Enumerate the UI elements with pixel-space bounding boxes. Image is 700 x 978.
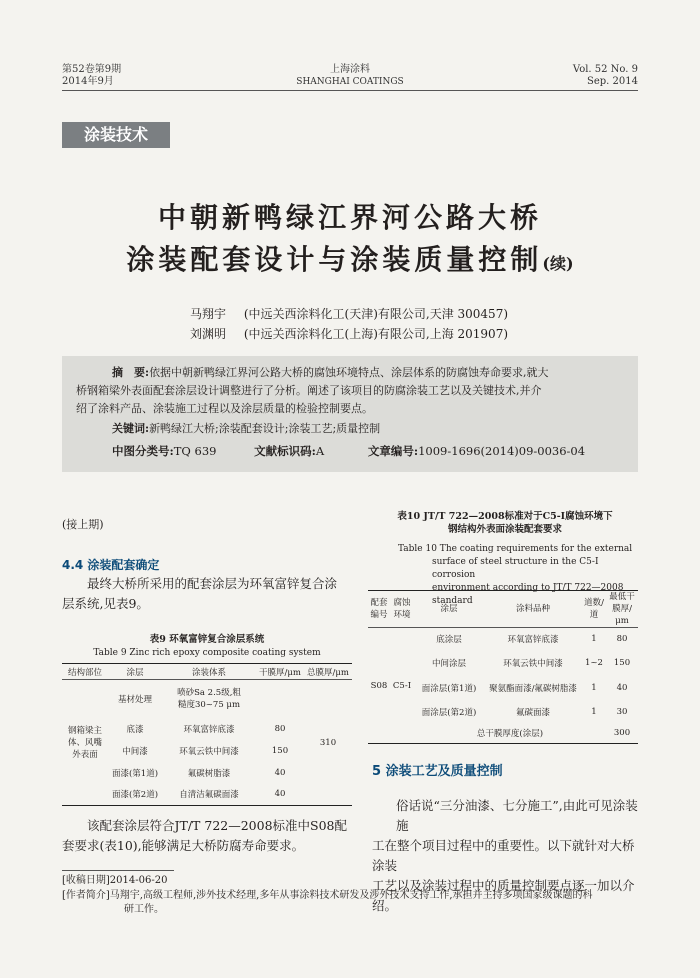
- table9-total: 310: [304, 680, 352, 806]
- header-text: 最低干: [609, 592, 635, 602]
- table10-layer: 面涂层(第1道): [421, 683, 477, 694]
- journal-name: [250, 64, 450, 88]
- author-affiliation: (中远关西涂料化工(天津)有限公司,天津 300457): [243, 307, 509, 321]
- table10-layer: 底涂层: [436, 634, 462, 645]
- part-text: 体、风嘴: [67, 737, 102, 748]
- doc-value: A: [315, 444, 325, 458]
- article-value: 1009-1696(2014)09-0036-04: [418, 444, 586, 458]
- doc-label: 文献标识码:: [254, 444, 316, 458]
- table10-header-code: [368, 591, 390, 628]
- abstract-line-2: 桥钢箱梁外表面配套涂层设计调整进行了分析。阐述了该项目的防腐涂装工艺以及关键技术,并介: [76, 384, 542, 397]
- system-text: 喷砂Sa 2.5级,粗: [177, 687, 241, 698]
- abstract-line-3: 绍了涂料产品、涂装施工过程以及涂层质量的检验控制要点。: [76, 402, 373, 415]
- table10-header-dft: [606, 591, 638, 628]
- classification-line: [76, 442, 626, 460]
- header-text: 腐蚀: [393, 598, 411, 608]
- title-line-2: [0, 238, 700, 278]
- section-5-heading: 5 涂装工艺及质量控制: [372, 764, 503, 779]
- date-en: Sep. 2014: [587, 76, 638, 87]
- author-2: [190, 326, 508, 342]
- table10-product: 环氧云铁中间漆: [503, 658, 563, 669]
- header-text: 配套: [370, 598, 388, 608]
- clc-value: TQ 639: [173, 444, 217, 458]
- title-suffix: (续): [542, 254, 574, 273]
- part-text: 钢箱梁主: [67, 725, 102, 736]
- table10-dft: 80: [616, 633, 628, 644]
- table9-system: [162, 680, 256, 718]
- author-name: 刘渊明: [190, 327, 227, 341]
- title-main: 涂装配套设计与涂装质量控制: [126, 243, 543, 276]
- table10-coats: 1~2: [585, 657, 603, 668]
- para-line: 套要求(表10),能够满足大桥防腐寿命要求。: [62, 838, 305, 853]
- header-text: 编号: [370, 610, 388, 620]
- caption-line: environment according to JT/T 722—2008 standard: [432, 583, 624, 606]
- para-line: 层系统,见表9。: [62, 596, 149, 611]
- footnote-bio: [62, 889, 648, 917]
- caption-line: Table 10 The coating requirements for the external: [398, 544, 633, 554]
- table9-header: 干膜厚/μm: [256, 664, 304, 680]
- header-rule: [62, 90, 638, 91]
- part-text: 外表面: [72, 749, 98, 760]
- system-text: 糙度30~75 μm: [177, 699, 241, 710]
- date-line: 2014年9月: [62, 76, 114, 87]
- header-text: 道: [589, 610, 599, 620]
- caption-line: 钢结构外表面涂装配套要求: [447, 524, 562, 535]
- abstract-text: 依据中朝新鸭绿江界河公路大桥的腐蚀环境特点、涂层体系的防腐蚀寿命要求,就大: [149, 366, 549, 379]
- table10: [368, 590, 638, 744]
- para-line: 工在整个项目过程中的重要性。以下就针对大桥涂装: [372, 838, 635, 873]
- keywords-line: [76, 420, 626, 438]
- table10-code: S08: [368, 628, 390, 744]
- table9-part-cell: [62, 680, 108, 806]
- caption-line: 表10 JT/T 722—2008标准对于C5-I腐蚀环境下: [397, 511, 613, 522]
- footnote-received: [收稿日期]2014-06-20: [62, 875, 168, 886]
- volume-en: Vol. 52 No. 9: [572, 64, 638, 75]
- footnote-line: [作者简介]马翔宇,高级工程师,涉外技术经理,多年从事涂料技术研发及涉外技术支持工作,承担并主持多项国家级课题的科: [62, 890, 593, 901]
- table9-layer: 基材处理: [117, 694, 152, 705]
- para-line: 俗话说“三分油漆、七分施工”,由此可见涂装施: [396, 798, 638, 833]
- table9-header: 涂层: [108, 664, 162, 680]
- author-name: 马翔宇: [190, 307, 227, 321]
- table9-header: 总膜厚/μm: [304, 664, 352, 680]
- journal-name-en: SHANGHAI COATINGS: [296, 77, 404, 87]
- table10-layer: 中间涂层: [431, 658, 466, 669]
- table10-dft: 40: [616, 682, 628, 693]
- footnote-line: 研工作。: [124, 904, 164, 915]
- table9-system: 自清洁氟碳面漆: [162, 784, 256, 806]
- table9-system: 环氧云铁中间漆: [179, 746, 239, 757]
- table10-product: 聚氨酯面漆/氟碳树脂漆: [489, 683, 577, 694]
- journal-name-cn: 上海涂料: [330, 64, 370, 75]
- section-4-4-body: [62, 574, 352, 614]
- table10-caption-cn: [372, 510, 638, 536]
- table10-header-layer: 涂层: [414, 591, 484, 628]
- table9-dft: 150: [271, 745, 289, 756]
- table9-dft: 40: [274, 767, 286, 778]
- footnote-rule: [62, 870, 174, 871]
- table-row: [368, 628, 638, 650]
- article-label: 文章编号:: [367, 444, 419, 458]
- table-row: [62, 680, 352, 718]
- table9-layer: 底漆: [126, 724, 144, 735]
- continued-note: (接上期): [62, 518, 104, 531]
- para-after-table9: [62, 816, 358, 856]
- author-affiliation: (中远关西涂料化工(上海)有限公司,上海 201907): [243, 327, 509, 341]
- table10-coats: 1: [591, 706, 597, 717]
- table9-dft: 40: [256, 784, 304, 806]
- table10-header-coats: [582, 591, 606, 628]
- para-line: 工艺以及涂装过程中的质量控制要点逐一加以介绍。: [372, 878, 635, 913]
- journal-issue: [62, 64, 121, 88]
- keywords-label: 关键词:: [112, 422, 150, 435]
- table10-header-env: [390, 591, 414, 628]
- caption-line: surface of steel structure in the C5-I corrosion: [432, 557, 599, 580]
- table9-system: 氟碳树脂漆: [187, 768, 231, 779]
- abstract-line-1: [76, 364, 626, 382]
- author-1: [190, 306, 508, 322]
- table10-env: C5-I: [390, 628, 414, 744]
- clc-label: 中图分类号:: [112, 444, 174, 458]
- header-text: 道数/: [584, 598, 604, 608]
- table9-caption-cn: 表9 环氧富锌复合涂层系统: [149, 634, 265, 645]
- table9: [62, 663, 352, 806]
- title-line-1: 中朝新鸭绿江界河公路大桥: [157, 201, 542, 234]
- table10-product: 氟碳面漆: [515, 707, 550, 718]
- table10-layer: 面涂层(第2道): [421, 707, 477, 718]
- table10-dft: 30: [616, 706, 628, 717]
- table10-total-label: 总干膜厚度(涂层): [414, 724, 606, 744]
- table9-header: 涂装体系: [162, 664, 256, 680]
- table10-total-value: 300: [606, 724, 638, 744]
- abstract-label: 摘 要:: [112, 366, 150, 379]
- table9-layer: 面漆(第1道): [111, 768, 159, 779]
- table9-layer: 中间漆: [122, 746, 148, 757]
- table9-caption-en: Table 9 Zinc rich epoxy composite coating system: [93, 648, 321, 658]
- header-text: 环境: [393, 610, 411, 620]
- table9-system: 环氧富锌底漆: [183, 724, 235, 735]
- section-4-4-heading: 4.4 涂装配套确定: [62, 558, 160, 572]
- table9-dft: 80: [274, 723, 286, 734]
- table10-coats: 1: [591, 633, 597, 644]
- table10-coats: 1: [591, 682, 597, 693]
- table9-layer: 面漆(第2道): [108, 784, 162, 806]
- para-line: 最终大桥所采用的配套涂层为环氧富锌复合涂: [87, 576, 338, 591]
- volume-line: 第52卷第9期: [62, 64, 122, 75]
- table10-dft: 150: [613, 657, 631, 668]
- section-tag: 涂装技术: [62, 122, 170, 148]
- table9-header: 结构部位: [62, 664, 108, 680]
- table10-header-product: 涂料品种: [484, 591, 582, 628]
- keywords: 新鸭绿江大桥;涂装配套设计;涂装工艺;质量控制: [149, 422, 381, 435]
- journal-volume-en: [573, 64, 638, 88]
- para-line: 该配套涂层符合JT/T 722—2008标准中S08配: [87, 818, 348, 833]
- table9-dft: [256, 680, 304, 718]
- table10-product: 环氧富锌底漆: [507, 634, 559, 645]
- header-text: 膜厚/μm: [612, 604, 632, 626]
